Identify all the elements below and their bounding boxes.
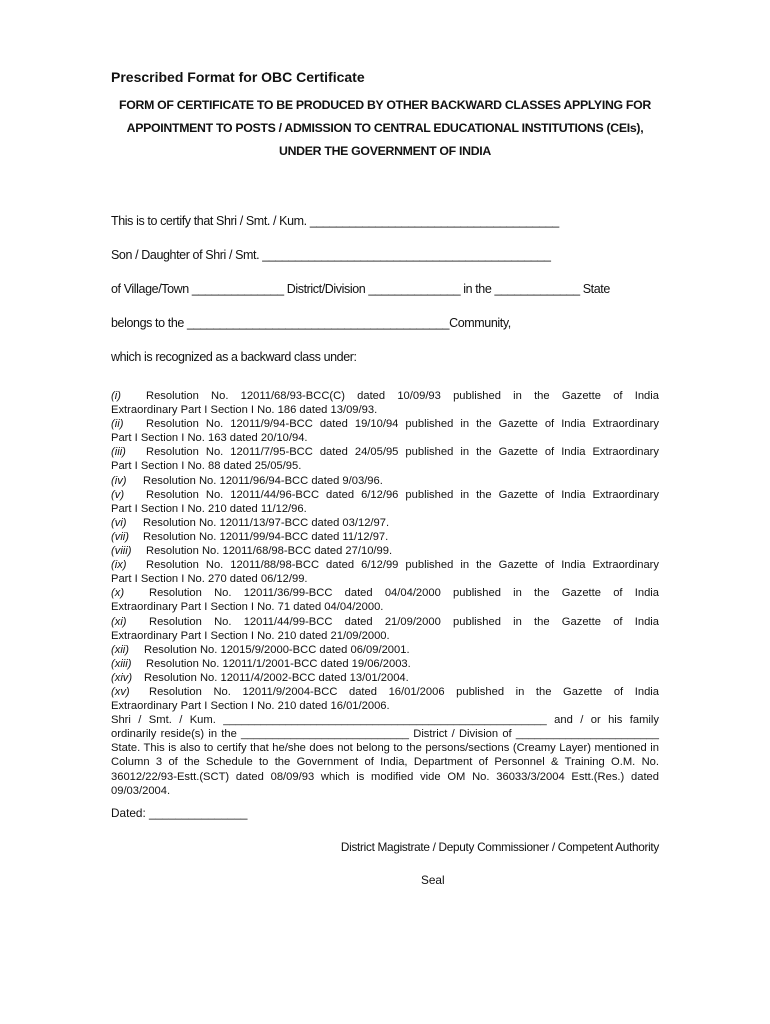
resolution-item xyxy=(111,530,659,544)
resolution-text: Resolution No. 12011/9/2004-BCC dated 16/01/2006 published in the Gazette of India xyxy=(149,685,659,698)
resolution-item xyxy=(111,516,659,530)
resolution-item xyxy=(111,685,659,699)
resolution-text: Resolution No. 12011/99/94-BCC dated 11/12/97. xyxy=(143,530,389,543)
seal-label: Seal xyxy=(421,873,445,887)
resolution-number: (xii) xyxy=(111,643,130,656)
resolution-number: (v) xyxy=(111,488,125,501)
resolution-text: Resolution No. 12011/96/94-BCC dated 9/03/96. xyxy=(143,474,383,487)
form-heading-line-1: FORM OF CERTIFICATE TO BE PRODUCED BY OTHER BACKWARD CLASSES APPLYING FOR xyxy=(119,98,651,112)
recognized-line: which is recognized as a backward class under: xyxy=(111,350,357,364)
resolution-item xyxy=(111,558,659,572)
resolution-text: Resolution No. 12011/44/99-BCC dated 21/09/2000 published in the Gazette of India xyxy=(149,615,659,628)
resolution-item xyxy=(111,671,659,685)
resolution-continuation: Part I Section I No. 210 dated 11/12/96. xyxy=(111,502,307,515)
village-district-state-line: of Village/Town ______________ District/Division ______________ in the _____________ State xyxy=(111,282,610,296)
resolution-number: (xv) xyxy=(111,685,130,698)
resolution-number: (viii) xyxy=(111,545,132,558)
resolution-item xyxy=(111,417,659,431)
resolution-text: Resolution No. 12011/1/2001-BCC dated 19/06/2003. xyxy=(146,657,411,670)
resolution-text: Resolution No. 12011/13/97-BCC dated 03/12/97. xyxy=(143,516,390,529)
dated-line: Dated: _______________ xyxy=(111,806,248,820)
resolution-number: (xi) xyxy=(111,615,127,628)
resolution-number: (iii) xyxy=(111,446,126,459)
document-title: Prescribed Format for OBC Certificate xyxy=(111,69,365,85)
resolution-text: Resolution No. 12011/68/98-BCC dated 27/10/99. xyxy=(146,545,393,558)
resolution-number: (i) xyxy=(111,390,121,402)
closing-paragraph: Shri / Smt. / Kum. ____________________________________________________ and / or his family ordinarily reside(s) in the ___________________________ District / Division of _______________________ State. This is also to certify that he/she does not belong to the persons/sections (Creamy Layer) mentioned in Column 3 of the Schedule to the Government of India, Department of Personnel & Training O.M. No. 36012/22/93-Estt.(SCT) dated 08/09/93 which is modified vide OM No. 36033/3/2004 Estt.(Res.) dated 09/03/2004. xyxy=(111,714,659,797)
certify-name-line: This is to certify that Shri / Smt. / Kum. ______________________________________ xyxy=(111,214,559,228)
resolution-continuation: Part I Section I No. 163 dated 20/10/94. xyxy=(111,432,308,445)
resolution-item xyxy=(111,445,659,459)
resolution-number: (vi) xyxy=(111,516,127,529)
resolution-item xyxy=(111,615,659,629)
resolution-continuation: Extraordinary Part I Section I No. 210 dated 16/01/2006. xyxy=(111,700,390,713)
community-line: belongs to the ________________________________________Community, xyxy=(111,316,511,330)
resolution-text: Resolution No. 12011/44/96-BCC dated 6/12/96 published in the Gazette of India Extraordinary xyxy=(146,488,659,501)
resolution-continuation: Extraordinary Part I Section I No. 186 dated 13/09/93. xyxy=(111,404,378,417)
resolution-number: (ii) xyxy=(111,418,124,431)
form-heading-line-2: APPOINTMENT TO POSTS / ADMISSION TO CENTRAL EDUCATIONAL INSTITUTIONS (CEIs), xyxy=(126,121,644,135)
resolution-text: Resolution No. 12015/9/2000-BCC dated 06/09/2001. xyxy=(144,643,410,656)
resolution-number: (xiii) xyxy=(111,657,132,670)
resolution-item xyxy=(111,488,659,502)
resolution-text: Resolution No. 12011/4/2002-BCC dated 13/01/2004. xyxy=(144,671,409,684)
resolution-item xyxy=(111,389,659,403)
resolution-item xyxy=(111,657,659,671)
resolution-number: (iv) xyxy=(111,474,127,487)
resolutions-list xyxy=(111,389,659,798)
resolution-item xyxy=(111,586,659,600)
resolution-text: Resolution No. 12011/36/99-BCC dated 04/04/2000 published in the Gazette of India xyxy=(149,587,659,600)
resolution-continuation: Extraordinary Part I Section I No. 71 dated 04/04/2000. xyxy=(111,601,384,614)
resolution-number: (vii) xyxy=(111,530,130,543)
resolution-item xyxy=(111,474,659,488)
resolution-number: (xiv) xyxy=(111,671,133,684)
form-heading-line-3: UNDER THE GOVERNMENT OF INDIA xyxy=(279,144,491,158)
resolution-continuation: Part I Section I No. 88 dated 25/05/95. xyxy=(111,460,302,473)
resolution-number: (ix) xyxy=(111,559,127,572)
resolution-continuation: Extraordinary Part I Section I No. 210 dated 21/09/2000. xyxy=(111,629,390,642)
signatory-title: District Magistrate / Deputy Commissioner / Competent Authority xyxy=(340,840,659,854)
resolution-text: Resolution No. 12011/88/98-BCC dated 6/12/99 published in the Gazette of India Extraordinary xyxy=(146,559,659,572)
parent-name-line: Son / Daughter of Shri / Smt. ____________________________________________ xyxy=(111,248,551,262)
resolution-text: Resolution No. 12011/7/95-BCC dated 24/05/95 published in the Gazette of India Extraordinary xyxy=(146,446,659,459)
resolution-item xyxy=(111,643,659,657)
resolution-number: (x) xyxy=(111,587,125,600)
resolution-text: Resolution No. 12011/68/93-BCC(C) dated 10/09/93 published in the Gazette of India xyxy=(146,390,659,402)
resolution-continuation: Part I Section I No. 270 dated 06/12/99. xyxy=(111,573,308,586)
resolution-text: Resolution No. 12011/9/94-BCC dated 19/10/94 published in the Gazette of India Extraordinary xyxy=(146,418,659,431)
resolution-item xyxy=(111,544,659,558)
